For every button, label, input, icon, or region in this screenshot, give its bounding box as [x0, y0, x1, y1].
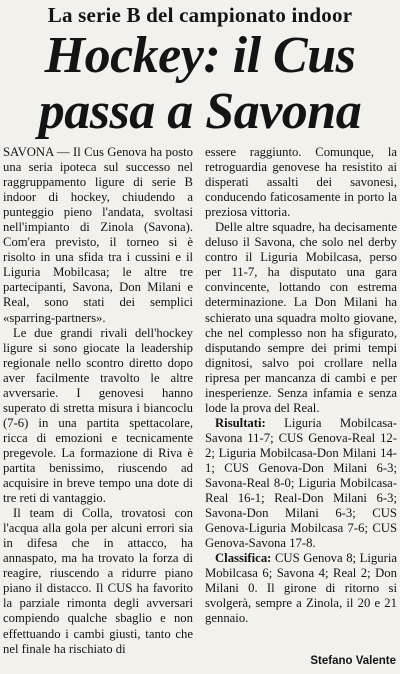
- main-headline-line-1: Hockey: il Cus: [44, 27, 356, 84]
- paragraph: essere raggiunto. Comunque, la retroguardia genovese ha resistito ai disperati assalti dei savonesi, conducendo faticosamente in porto la preziosa vittoria.: [205, 145, 397, 220]
- paragraph: Delle altre squadre, ha decisamente deluso il Savona, che solo nel derby contro il Liguria Mobilcasa, perso per 11-7, ha disputato una gara convincente, lottando con estrema determinazione. La Don Milani ha schierato una squadra molto giovane, che nel complesso non ha sfigurato, disputando sempre dei primi tempi dignitosi, salvo poi crollare nella ripresa per mancanza di cambi e per inesperienze. Senza infamia e senza lode la prova del Real.: [205, 220, 397, 415]
- standings-paragraph: [205, 551, 397, 626]
- results-label: Risultati:: [215, 415, 266, 430]
- paragraph: Il team di Colla, trovatosi con l'acqua alla gola per alcuni errori sia in difesa che in attacco, ha annaspato, ma ha trovato la forza di reagire, riuscendo a ridurre piano piano il distacco. Il CUS ha favorito la parziale rimonta degli avversari compiendo qualche sbaglio e non effettuando i cambi giusti, tanto che nel finale ha rischiato di: [3, 506, 193, 656]
- paragraph: Le due grandi rivali dell'hockey ligure si sono giocate la leadership regionale nello scontro diretto dopo aver facilmente travolto le altre avversarie. I genovesi hanno superato di stretta misura i biancoclu (7-6) in una partita spettacolare, ricca di emozioni e tecnicamente pregevole. La formazione di Riva è partita benissimo, riuscendo ad acquisire in breve tempo una dote di tre reti di vantaggio.: [3, 325, 193, 506]
- standings-text: CUS Genova 8; Liguria Mobilcasa 6; Savona 4; Real 2; Don Milani 0. Il girone di ritorno si svolgerà, sempre a Zinola, il 20 e 21 gennaio.: [205, 551, 397, 626]
- kicker-headline: La serie B del campionato indoor: [47, 3, 353, 27]
- article-column-right: [205, 145, 397, 627]
- paragraph: SAVONA — Il Cus Genova ha posto una seria ipoteca sul successo nel raggruppamento ligure di serie B indoor di hockey, chiudendo a punteggio pieno l'andata, svoltasi nell'impianto di Zinola (Savona). Com'era previsto, il torneo si è risolto in una sfida tra i cussini e il Liguria Mobilcasa; le altre tre partecipanti, Savona, Don Milani e Real, sono stati dei semplici «sparring-partners».: [3, 145, 193, 325]
- byline: Stefano Valente: [310, 655, 396, 667]
- article-column-left: [3, 145, 193, 657]
- standings-label: Classifica:: [215, 551, 272, 566]
- results-text: Liguria Mobilcasa-Savona 11-7; CUS Genova-Real 12-2; Liguria Mobilcasa-Don Milani 14-1; CUS Genova-Don Milani 6-3; Savona-Real 8-0; Liguria Mobilcasa-Real 16-1; Real-Don Milani 6-3; Savona-Don Milani 6-3; CUS Genova-Liguria Mobilcasa 7-6; CUS Genova-Savona 17-8.: [205, 415, 397, 551]
- main-headline-line-2: passa a Savona: [38, 83, 362, 140]
- results-paragraph: [205, 416, 397, 551]
